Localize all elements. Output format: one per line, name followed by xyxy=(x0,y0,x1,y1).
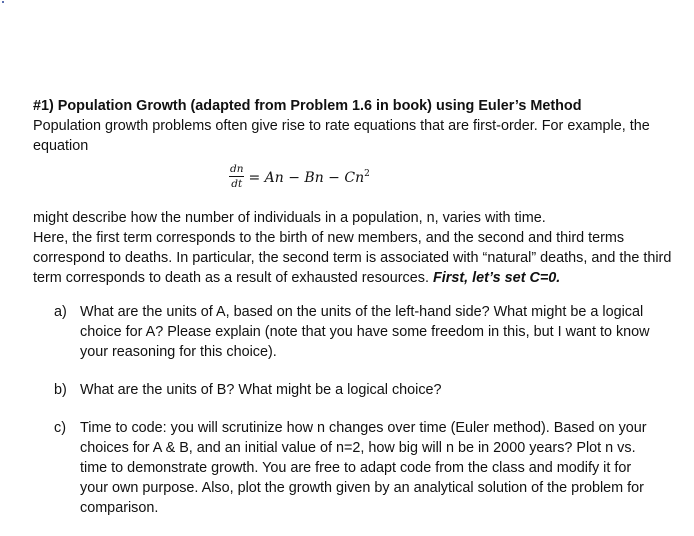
question-marker: a) xyxy=(54,304,67,320)
problem-intro: Population growth problems often give rise to rate equations that are first-order. For example, the equation xyxy=(33,118,650,154)
question-c xyxy=(33,418,660,518)
derivative-numerator: dn xyxy=(230,162,244,175)
question-text: What are the units of A, based on the units of the left-hand side? What might be a logical choice for A? Please explain (note that you have some freedom in this, but I want to know your reasoning for this choice). xyxy=(80,304,650,360)
description-text: Here, the first term corresponds to the birth of new members, and the second and third terms correspond to deaths. In particular, the second term is associated with “natural” deaths, and the third term corresponds to death as a result of exhausted resources. xyxy=(33,230,672,286)
question-marker: b) xyxy=(54,382,67,398)
derivative-fraction xyxy=(229,163,244,190)
question-list xyxy=(33,302,683,518)
equation-rhs xyxy=(248,164,369,188)
question-marker: c) xyxy=(54,420,66,436)
equation-rhs-terms: = An − Bn − Cn xyxy=(248,170,365,186)
problem-description-2 xyxy=(33,228,683,288)
emphasis-text: First, let’s set C=0. xyxy=(432,270,561,286)
problem-description-1: might describe how the number of individuals in a population, n, varies with time. xyxy=(33,210,546,226)
question-text: Time to code: you will scrutinize how n changes over time (Euler method). Based on your choices for A & B, and an initial value of n=2, how big will n be in 2000 years? Plot n vs. time to demonstrate growth. You are free to adapt code from the class and modify it for your own purpose. Also, plot the growth given by an analytical solution of the problem for comparison. xyxy=(80,420,647,516)
derivative-denominator: dt xyxy=(231,177,243,190)
question-text: What are the units of B? What might be a logical choice? xyxy=(80,382,442,398)
rate-equation xyxy=(33,160,683,192)
problem-section xyxy=(33,96,683,536)
question-a xyxy=(33,302,660,362)
problem-title: #1) Population Growth (adapted from Problem 1.6 in book) using Euler’s Method xyxy=(33,98,582,114)
question-b xyxy=(33,380,660,400)
corner-dot xyxy=(2,1,4,3)
equation-exponent: 2 xyxy=(364,169,370,179)
